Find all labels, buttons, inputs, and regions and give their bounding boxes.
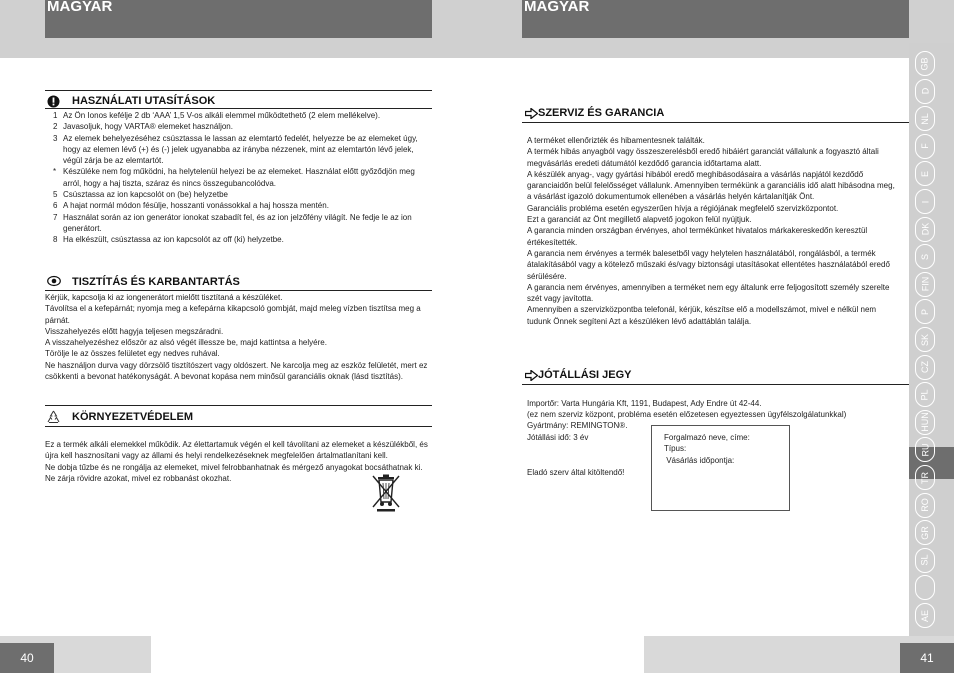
usage-item	[45, 133, 431, 167]
usage-item-text: Csúsztassa az ion kapcsolót on (be) helyzetbe	[63, 190, 228, 200]
language-tab-s[interactable]	[915, 244, 935, 269]
usage-item-text: Az Ön Ionos kefélje 2 db ‘AAA’ 1,5 V-os alkáli elemmel működtethető (2 elem mellékelve).	[63, 111, 381, 120]
service-line: Garanciális probléma esetén egyszerűen hívja a régiójának megfelelő szervizközpontot.	[527, 203, 839, 213]
usage-item	[45, 110, 431, 121]
language-tab-label: D	[920, 87, 930, 95]
usage-item-number: 7	[53, 212, 58, 222]
language-tab-label: AE	[919, 609, 930, 622]
usage-item	[45, 189, 431, 200]
cleaning-line: Visszahelyezés előtt hagyja teljesen megszáradni.	[45, 326, 224, 336]
environment-line: Ez a termék alkáli elemekkel működik. Az élettartamuk végén el kell távolítani az elemeket a készülékből, és újra kell hasznosítani vagy az állami és helyi rendelkezéseknek megfelelően ártalmatlanítani kell.	[45, 440, 428, 461]
usage-item	[45, 121, 431, 132]
cleaning-text	[45, 292, 431, 382]
language-tab-nl[interactable]	[915, 106, 935, 131]
language-tab-label: FIN	[920, 277, 930, 292]
language-tab-label: RO	[920, 498, 930, 512]
language-tab-gr[interactable]	[915, 520, 935, 545]
usage-item-text: Használat során az ion generátor ionokat szabadít fel, és az ion jelzőfény világít. Ne fedje le az ion generátort.	[63, 212, 412, 233]
cleaning-line: Távolítsa el a kefepárnát; nyomja meg a kefepárna kikapcsoló gombját, majd meleg vízben tisztítsa meg a párnát.	[45, 304, 421, 325]
header-bar-right	[522, 0, 909, 38]
usage-item	[45, 234, 431, 245]
usage-item-number: 5	[53, 190, 58, 200]
language-tab-label: HUN	[920, 412, 930, 433]
recycle-icon	[46, 410, 61, 424]
language-tab-ru[interactable]	[915, 437, 935, 462]
service-line: Amennyiben a szervizközpontba telefonál, kérjük, készítse elő a modellszámot, mivel e nélkül nem tudunk Önnek segíteni Azt a készüléken lévő adattáblán találja.	[527, 305, 877, 326]
language-tab-sk[interactable]	[915, 327, 935, 352]
arrow-right-icon	[525, 108, 538, 119]
page-number-left: 40	[0, 643, 54, 673]
cleaning-line: Törölje le az összes felületet egy nedves ruhával.	[45, 349, 220, 359]
service-title-rule	[522, 122, 909, 123]
cleaning-line: A visszahelyezéshez először az alsó végét illessze be, majd kattintsa a helyére.	[45, 338, 327, 348]
eye-icon	[47, 275, 61, 287]
language-tab-ro[interactable]	[915, 493, 935, 518]
usage-list	[45, 110, 431, 246]
usage-item-text: Ha elkészült, csúsztassa az ion kapcsolót az off (ki) helyzetbe.	[63, 235, 284, 245]
usage-title-rule	[45, 108, 432, 109]
language-tab-label: P	[919, 308, 930, 315]
usage-item-number: 8	[53, 235, 58, 245]
language-sidebar	[909, 43, 954, 636]
language-tab-label: DK	[919, 222, 930, 236]
language-tab-p[interactable]	[915, 299, 935, 324]
language-tab-pl[interactable]	[915, 382, 935, 407]
usage-item-number: 1	[53, 111, 58, 120]
service-text	[527, 135, 899, 327]
warranty-card-title-rule	[522, 384, 909, 385]
service-line: A garancia nem érvényes, amennyiben a terméket nem egy általunk erre feljogosított személy szerelte szét vagy javította.	[527, 282, 890, 304]
page-number-right: 41	[900, 643, 954, 673]
language-tab-dk[interactable]	[915, 217, 935, 242]
box-line-distributor: Forgalmazó neve, címe:	[664, 433, 750, 442]
arrow-right-icon	[525, 370, 538, 381]
language-tab-label: TR	[920, 471, 930, 484]
warranty-card-title: JÓTÁLLÁSI JEGY	[538, 369, 632, 381]
language-tab-label: GB	[919, 56, 930, 71]
header-title-right: MAGYAR	[524, 0, 590, 15]
language-tab-label: SL	[919, 554, 930, 566]
warranty-maker: Gyártmány: REMINGTON®.	[527, 421, 628, 430]
environment-title-rule	[45, 426, 432, 427]
language-tab-ae[interactable]	[915, 603, 935, 628]
language-tab-label: NL	[919, 112, 930, 125]
language-tab-script[interactable]	[915, 575, 935, 600]
environment-title-rule-top	[45, 405, 432, 406]
warranty-importer: Importőr: Varta Hungária Kft, 1191, Budapest, Ady Endre út 42-44.	[527, 399, 762, 408]
usage-title-rule-top	[45, 90, 432, 91]
usage-title: HASZNÁLATI UTASÍTÁSOK	[72, 95, 216, 107]
environment-line: Ne dobja tűzbe és ne rongálja az elemeket, mivel felrobbanhatnak és mérgező anyagokat bocsáthatnak ki. Ne zárja rövidre azokat, mivel ez robbanást okozhat.	[45, 462, 423, 483]
service-line: Ezt a garanciát az Önt megillető alapvető jogokon felül nyújtjuk.	[527, 215, 752, 225]
language-tab-sl[interactable]	[915, 548, 935, 573]
box-line-purchase-date: Vásárlás időpontja:	[664, 456, 735, 465]
header-bar-left	[45, 0, 432, 38]
service-line: A készülék anyag-, vagy gyártási hibából eredő meghibásodásaira a vásárlás napjától kezdődő garanciaidőn belül felelősséget vállalunk. Amennyiben termékünk a garanciális idő alatt hibásodna meg, a vásárlást igazoló dokumentumok ellenében a vásárlás helyén kártalanítják Önt.	[527, 169, 895, 202]
language-tab-label: RU	[920, 443, 930, 457]
warranty-fill-box	[651, 425, 790, 511]
language-tab-d[interactable]	[915, 79, 935, 104]
language-tab-f[interactable]	[915, 134, 935, 159]
language-tab-hun[interactable]	[915, 410, 935, 435]
usage-item-number: 6	[53, 201, 58, 211]
warranty-period: Jótállási idő: 3 év	[527, 433, 589, 442]
cleaning-line: Ne használjon durva vagy dörzsölő tisztítószert vagy oldószert. Ne karcolja meg az eszköz felületét, mert ez csökkenti a bevonat hatékonyságát. A bevonat kopása nem minősül garanciális oknak (lásd tisztítás).	[45, 360, 428, 382]
language-tab-e[interactable]	[915, 161, 935, 186]
usage-item	[45, 212, 431, 235]
usage-item-text: Az elemek behelyezéséhez csúsztassa le lassan az elemtartó fedelét, helyezze be az elemeket úgy, hogy az elemen lévő (+) és (-) jelek ugyanabba az irányba nézzenek, mint az elemtartón lévő jelek, végül zárja be az elemtartót.	[63, 133, 418, 166]
language-tab-tr[interactable]	[915, 465, 935, 490]
language-tab-i[interactable]	[915, 189, 935, 214]
environment-title: KÖRNYEZETVÉDELEM	[72, 411, 194, 423]
cleaning-title: TISZTÍTÁS ÉS KARBANTARTÁS	[72, 276, 240, 288]
usage-item-text: Javasoljuk, hogy VARTA® elemeket használjon.	[63, 122, 233, 132]
usage-item-number: 3	[53, 133, 58, 143]
usage-item-text: A hajat normál módon fésülje, hosszanti vonássokkal a haj hossza mentén.	[63, 201, 329, 211]
warranty-note: (ez nem szerviz központ, probléma esetén előzetesen egyeztessen ügyfélszolgálatunkkal)	[527, 410, 847, 419]
cleaning-title-rule	[45, 290, 432, 291]
service-line: A garancia minden országban érvényes, ahol termékünket hivatalos márkakereskedőn keresztül értékesítették.	[527, 226, 868, 247]
warning-icon	[47, 95, 60, 108]
usage-item	[45, 166, 431, 189]
service-line: A garancia nem érvényes a termék balesetből vagy helytelen használatából, rongálásból, a termék átalakításából vagy a kötelező műszaki és/vagy biztonsági utasításokat ellentétes használatából eredő sérülésére.	[527, 248, 890, 281]
language-tab-label: SK	[919, 333, 930, 346]
language-tab-label: I	[919, 200, 930, 203]
header-title-left: MAGYAR	[47, 0, 113, 15]
box-line-type: Típus:	[664, 444, 687, 453]
usage-item-number: *	[53, 167, 57, 177]
weee-bin-icon	[368, 472, 404, 512]
service-line: A termék hibás anyagból vagy összeszerelésből eredő hibáiért garanciát vállalunk a fogyasztó általi megvásárlás eredeti dátumától kezdődő garancia időtartama alatt.	[527, 147, 879, 168]
usage-item-text: Készüléke nem fog működni, ha helytelenül helyezi be az elemeket. Használat előtt győződjön meg arról, hogy a haj tiszta, száraz és nincs összegubancolódva.	[63, 167, 415, 188]
language-tab-label: PL	[919, 389, 930, 401]
language-tab-label: GR	[920, 525, 930, 540]
usage-item-number: 2	[53, 122, 58, 132]
language-tab-label: CZ	[920, 361, 930, 374]
service-title: SZERVIZ ÉS GARANCIA	[538, 107, 665, 119]
service-line: A terméket ellenőrizték és hibamentesnek találták.	[527, 136, 705, 145]
language-tab-label: S	[919, 253, 930, 260]
language-tab-gb[interactable]	[915, 51, 935, 76]
language-tab-fin[interactable]	[915, 272, 935, 297]
language-tab-cz[interactable]	[915, 355, 935, 380]
cleaning-line: Kérjük, kapcsolja ki az iongenerátort mielőtt tisztítaná a készüléket.	[45, 293, 283, 302]
usage-item	[45, 200, 431, 211]
language-tab-label: F	[920, 143, 930, 150]
warranty-seller: Eladó szerv által kitöltendő!	[527, 468, 625, 477]
language-tab-label: E	[919, 170, 930, 177]
